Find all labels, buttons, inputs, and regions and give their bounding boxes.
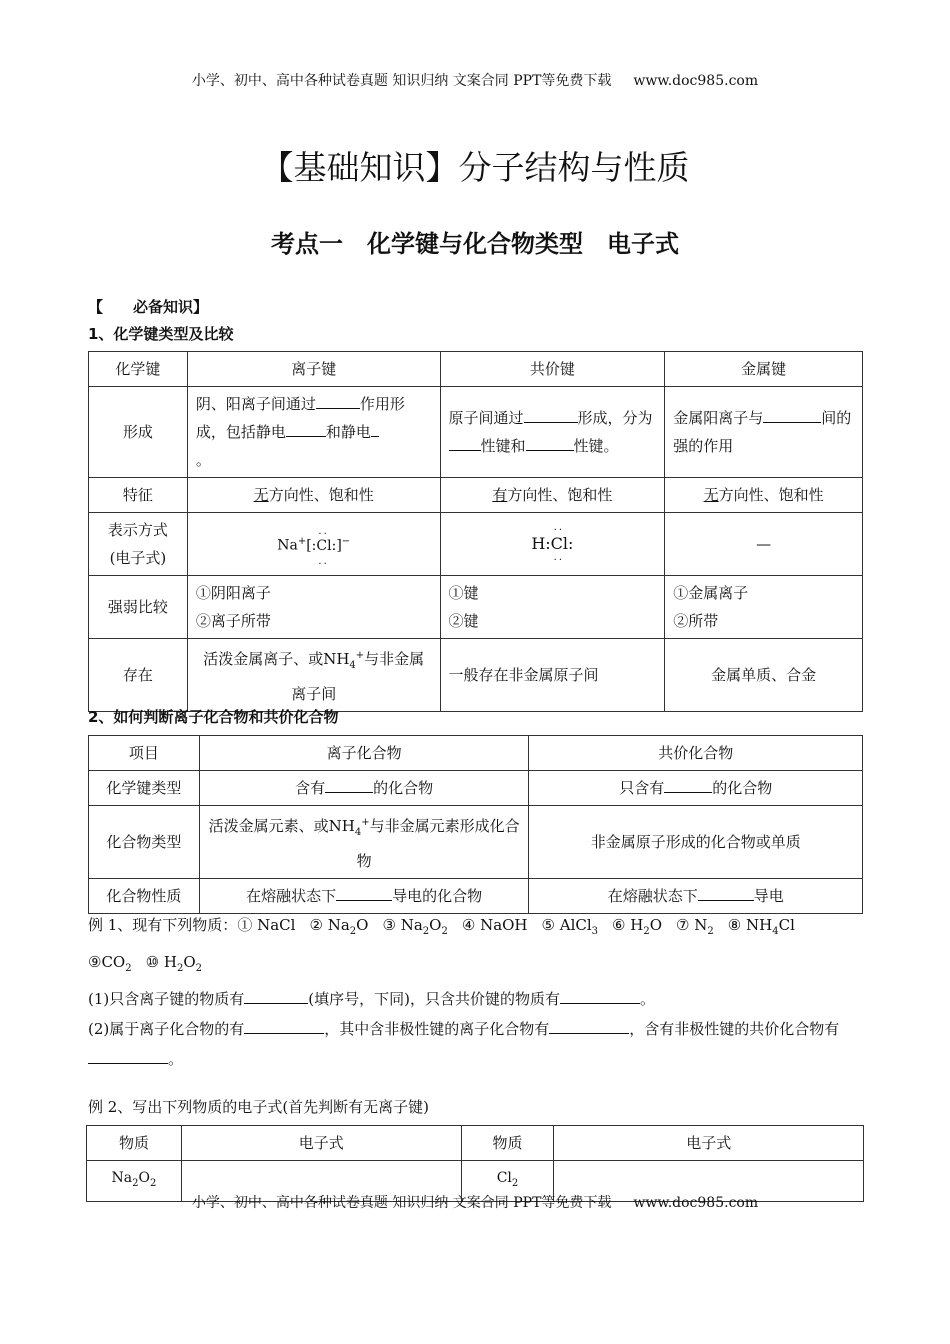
table-cell: 金属阳离子与 间的强的作用 bbox=[665, 387, 863, 478]
bond-comparison-table bbox=[88, 351, 863, 712]
table-cell: 有方向性、饱和性 bbox=[440, 478, 665, 513]
example-2-intro: 例 2、写出下列物质的电子式(首先判断有无离子键) bbox=[88, 1098, 430, 1116]
table-cell: 活泼金属元素、或$NH_4^+$与非金属元素形成化合物 bbox=[199, 806, 529, 879]
row-label: 形成 bbox=[89, 387, 188, 478]
table-header-cell: 项目 bbox=[89, 736, 200, 771]
footer-url[interactable]: www.doc985.com bbox=[633, 1195, 759, 1211]
table-cell: 非金属原子形成的化合物或单质 bbox=[529, 806, 863, 879]
table-header-cell: 离子化合物 bbox=[199, 736, 529, 771]
table-header-cell: 电子式 bbox=[181, 1126, 461, 1161]
table-row bbox=[89, 639, 863, 712]
table-row bbox=[89, 806, 863, 879]
page-title: 【基础知识】分子结构与性质 bbox=[260, 148, 690, 187]
footer-text: 小学、初中、高中各种试卷真题 知识归纳 文案合同 PPT等免费下载 bbox=[191, 1195, 612, 1211]
table-cell: ①键 ②键 bbox=[440, 576, 665, 639]
table-cell: — bbox=[665, 513, 863, 576]
hcl-electron-formula: H: ·· Cl ·· : bbox=[531, 525, 574, 566]
table-header-cell: 物质 bbox=[87, 1126, 182, 1161]
table-header-cell: 电子式 bbox=[554, 1126, 864, 1161]
nacl-electron-formula: Na+[: ·· Cl ·· :]− bbox=[277, 528, 351, 570]
example-1-substances: 例 1、现有下列物质：① NaCl ② $Na_2O$ ③ $Na_2O_2$ ④ NaOH ⑤ AlCl$_3$ ⑥ $H_2O$ ⑦ $N_2$ ⑧ $NH_4Cl$ $⑨CO_2$ ⑩ $H_2O_2$ bbox=[88, 916, 795, 974]
table-header-row bbox=[89, 352, 863, 387]
heading-2: 2、如何判断离子化合物和共价化合物 bbox=[88, 708, 339, 726]
table-cell: 在熔融状态下 导电的化合物 bbox=[199, 879, 529, 914]
table-header-cell: 离子键 bbox=[187, 352, 440, 387]
table-cell: 在熔融状态下 导电 bbox=[529, 879, 863, 914]
table-cell: $Cl_2$ bbox=[461, 1161, 554, 1202]
table-header-cell: 金属键 bbox=[665, 352, 863, 387]
table-header-row bbox=[87, 1126, 864, 1161]
table-cell: $Na_2O_2$ bbox=[87, 1161, 182, 1202]
table-cell: ①阴阳离子 ②离子所带 bbox=[187, 576, 440, 639]
table-row bbox=[89, 513, 863, 576]
table-cell: 一般存在非金属原子间 bbox=[440, 639, 665, 712]
table-row bbox=[89, 478, 863, 513]
row-label: 强弱比较 bbox=[89, 576, 188, 639]
example-1-question-2: (2)属于离子化合物的有 ，其中含非极性键的离子化合物有 ，含有非极性键的共价化合物有。 bbox=[88, 1014, 864, 1074]
table-row bbox=[89, 387, 863, 478]
table-header-cell: 共价键 bbox=[440, 352, 665, 387]
section-label: 【 必备知识】 bbox=[88, 298, 209, 316]
table-cell: 阴、阳离子间通过 作用形成，包括静电 和静电 。 bbox=[187, 387, 440, 478]
heading-1: 1、化学键类型及比较 bbox=[88, 325, 234, 343]
table-cell: 无方向性、饱和性 bbox=[187, 478, 440, 513]
table-cell bbox=[187, 513, 440, 576]
table-cell: 无方向性、饱和性 bbox=[665, 478, 863, 513]
electron-formula-table bbox=[86, 1125, 864, 1202]
table-cell: ①金属离子 ②所带 bbox=[665, 576, 863, 639]
table-header-cell: 化学键 bbox=[89, 352, 188, 387]
row-label: 特征 bbox=[89, 478, 188, 513]
table-row bbox=[89, 879, 863, 914]
table-cell: 原子间通过 形成，分为性键和 性键。 bbox=[440, 387, 665, 478]
row-label: 表示方式 (电子式) bbox=[89, 513, 188, 576]
row-label: 化学键类型 bbox=[89, 771, 200, 806]
row-label: 化合物类型 bbox=[89, 806, 200, 879]
header-text: 小学、初中、高中各种试卷真题 知识归纳 文案合同 PPT等免费下载 bbox=[191, 73, 612, 89]
table-header-cell: 共价化合物 bbox=[529, 736, 863, 771]
table-cell: 金属单质、合金 bbox=[665, 639, 863, 712]
example-1 bbox=[88, 910, 864, 1074]
table-row bbox=[89, 771, 863, 806]
table-header-cell: 物质 bbox=[461, 1126, 554, 1161]
table-cell: 活泼金属离子、或$NH_4^+$与非金属离子间 bbox=[187, 639, 440, 712]
row-label: 存在 bbox=[89, 639, 188, 712]
header-url[interactable]: www.doc985.com bbox=[633, 73, 759, 89]
table-row bbox=[89, 576, 863, 639]
table-header-row bbox=[89, 736, 863, 771]
table-cell: 含有 的化合物 bbox=[199, 771, 529, 806]
example-1-question-1: (1)只含离子键的物质有 (填序号，下同)，只含共价键的物质有 。 bbox=[88, 984, 864, 1014]
row-label: 化合物性质 bbox=[89, 879, 200, 914]
table-cell: 只含有 的化合物 bbox=[529, 771, 863, 806]
table-cell bbox=[440, 513, 665, 576]
page-subtitle: 考点一 化学键与化合物类型 电子式 bbox=[271, 230, 679, 258]
page-header bbox=[0, 70, 950, 90]
compound-judgement-table bbox=[88, 735, 863, 914]
page-footer bbox=[0, 1192, 950, 1212]
